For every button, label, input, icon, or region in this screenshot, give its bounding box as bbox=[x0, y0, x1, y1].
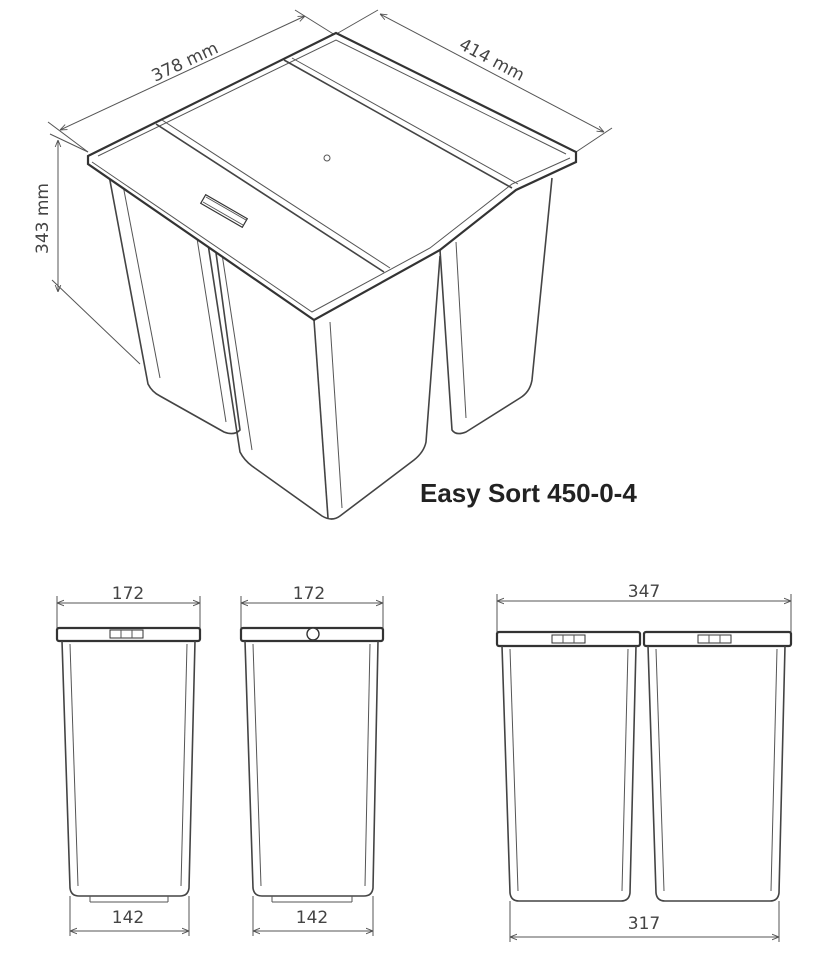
double-left-lid bbox=[497, 632, 640, 646]
double-right-lid bbox=[644, 632, 791, 646]
front-a-top-width-label: 172 bbox=[111, 584, 145, 604]
iso-height-label: 343 mm bbox=[33, 183, 53, 254]
product-title: Easy Sort 450-0-4 bbox=[420, 478, 637, 508]
double-bottom-width-label: 317 bbox=[627, 914, 661, 934]
double-right-body bbox=[648, 646, 785, 901]
front-b-body bbox=[245, 641, 378, 896]
double-left-body bbox=[502, 646, 636, 901]
front-b-bottom-width-label: 142 bbox=[295, 908, 329, 928]
front-view-double bbox=[497, 582, 791, 942]
front-a-body bbox=[62, 641, 195, 896]
isometric-view bbox=[33, 10, 612, 519]
front-b-lid-hole bbox=[307, 628, 319, 640]
iso-depth-label: 414 mm bbox=[455, 34, 528, 86]
double-top-width-label: 347 bbox=[627, 582, 661, 602]
front-view-single-b bbox=[241, 584, 383, 936]
front-b-top-width-label: 172 bbox=[292, 584, 326, 604]
front-view-single-a bbox=[57, 584, 200, 936]
iso-width-label: 378 mm bbox=[148, 38, 222, 87]
front-a-bottom-width-label: 142 bbox=[111, 908, 145, 928]
